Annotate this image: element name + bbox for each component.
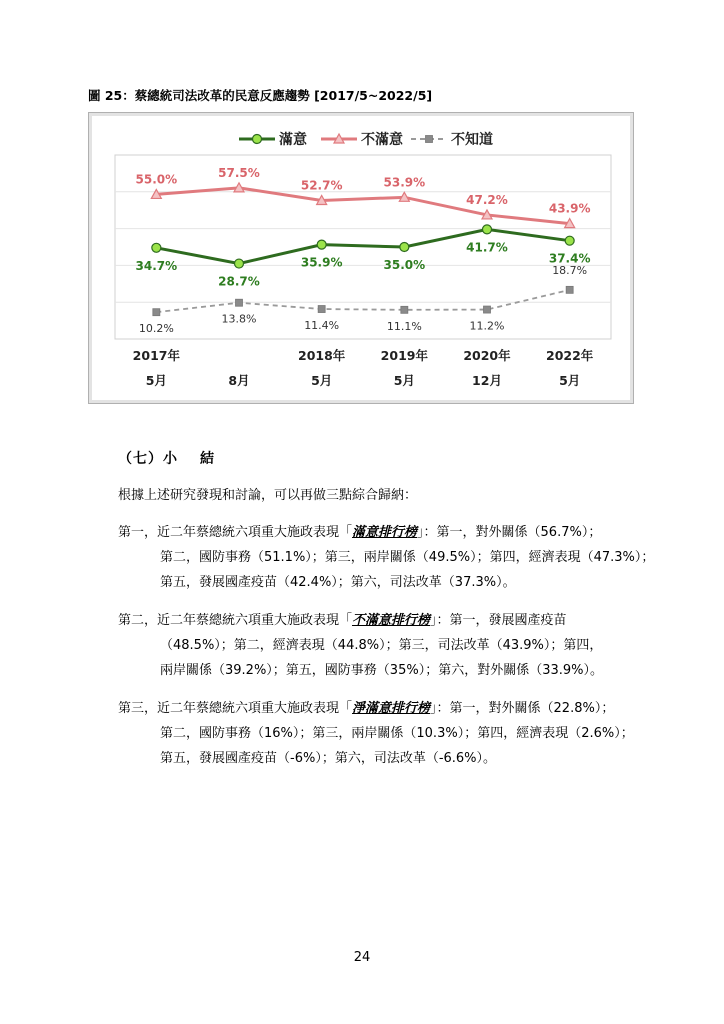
data-label: 11.2% (469, 319, 505, 333)
data-label: 43.9% (548, 201, 591, 216)
item-line: 第二，國防事務（51.1%）；第三，兩岸關係（49.5%）；第四，經濟表現（47.3%）； (160, 550, 655, 565)
item-prefix: 第一，近二年蔡總統六項重大施政表現「 (118, 525, 353, 540)
series-line (156, 290, 569, 312)
section-heading-label: （七）小 (118, 451, 178, 467)
item-line: （48.5%）；第二，經濟表現（44.8%）；第三，司法改革（43.9%）；第四， (160, 638, 603, 653)
data-point (483, 225, 492, 234)
data-label: 47.2% (466, 192, 508, 207)
data-point (318, 306, 325, 313)
x-tick-label: 2017年 (132, 348, 180, 363)
data-label: 13.8% (221, 312, 257, 326)
data-label: 52.7% (300, 178, 343, 193)
summary-item-2 (118, 608, 658, 683)
data-label: 11.4% (304, 319, 340, 333)
x-tick-label: 8月 (228, 373, 250, 388)
data-point (317, 240, 326, 249)
item-line-rest: 」：第一，發展國產疫苗 (430, 613, 567, 628)
data-label: 35.9% (300, 255, 343, 270)
intro-paragraph: 根據上述研究發現和討論，可以再做三點綜合歸納： (118, 488, 418, 503)
summary-item-1 (118, 520, 658, 595)
item-prefix: 第三，近二年蔡總統六項重大施政表現「 (118, 701, 353, 716)
x-tick-label: 5月 (559, 373, 581, 388)
data-point (484, 306, 491, 313)
data-label: 53.9% (383, 175, 426, 190)
item-line: 兩岸關係（39.2%）；第五，國防事務（35%）；第六，對外關係（33.9%）。 (160, 663, 603, 678)
x-tick-label: 5月 (393, 373, 415, 388)
item-line-rest: 」：第一，對外關係（22.8%）； (430, 701, 615, 716)
data-label: 34.7% (135, 258, 178, 273)
chart-svg (89, 113, 635, 405)
data-point (426, 136, 433, 143)
item-line-rest: 」：第一，對外關係（56.7%）； (417, 525, 602, 540)
line-chart (88, 112, 634, 404)
data-point (253, 135, 262, 144)
data-label: 10.2% (138, 322, 174, 336)
data-point (565, 236, 574, 245)
section-heading-end: 結 (200, 451, 215, 467)
x-tick-label: 2019年 (380, 348, 428, 363)
page-number: 24 (353, 950, 371, 965)
summary-item-3 (118, 696, 658, 771)
data-point (400, 243, 409, 252)
item-line: 第五，發展國產疫苗（42.4%）；第六，司法改革（37.3%）。 (160, 575, 516, 590)
data-label: 35.0% (383, 258, 426, 272)
rank-title: 不滿意排行榜 (352, 613, 431, 628)
x-tick-label: 2018年 (298, 348, 346, 363)
data-point (566, 286, 573, 293)
data-label: 57.5% (218, 165, 260, 180)
legend-label: 不知道 (451, 132, 493, 148)
data-label: 37.4% (548, 251, 591, 266)
data-label: 18.7% (552, 263, 588, 277)
rank-title: 滿意排行榜 (352, 525, 418, 540)
x-tick-label: 5月 (311, 373, 333, 388)
data-point (236, 299, 243, 306)
data-label: 55.0% (135, 172, 178, 187)
x-tick-label: 5月 (145, 373, 167, 388)
x-tick-label: 2022年 (546, 348, 594, 363)
item-line: 第二，國防事務（16%）；第三，兩岸關係（10.3%）；第四，經濟表現（2.6%）； (160, 726, 634, 741)
item-prefix: 第二，近二年蔡總統六項重大施政表現「 (118, 613, 353, 628)
data-point (401, 306, 408, 313)
legend-label: 滿意 (279, 132, 307, 148)
section-heading (118, 448, 215, 468)
rank-title: 淨滿意排行榜 (352, 701, 431, 716)
figure-title: 圖 25：蔡總統司法改革的民意反應趨勢 [2017/5~2022/5] (88, 88, 433, 103)
x-tick-label: 12月 (472, 373, 502, 388)
item-line: 第五，發展國產疫苗（-6%）；第六，司法改革（-6.6%）。 (160, 751, 497, 766)
data-point (152, 243, 161, 252)
legend-label: 不滿意 (361, 132, 403, 148)
data-label: 41.7% (466, 240, 508, 255)
data-label: 28.7% (218, 274, 260, 289)
data-point (235, 259, 244, 268)
data-label: 11.1% (386, 319, 422, 333)
x-tick-label: 2020年 (463, 348, 511, 363)
data-point (153, 309, 160, 316)
